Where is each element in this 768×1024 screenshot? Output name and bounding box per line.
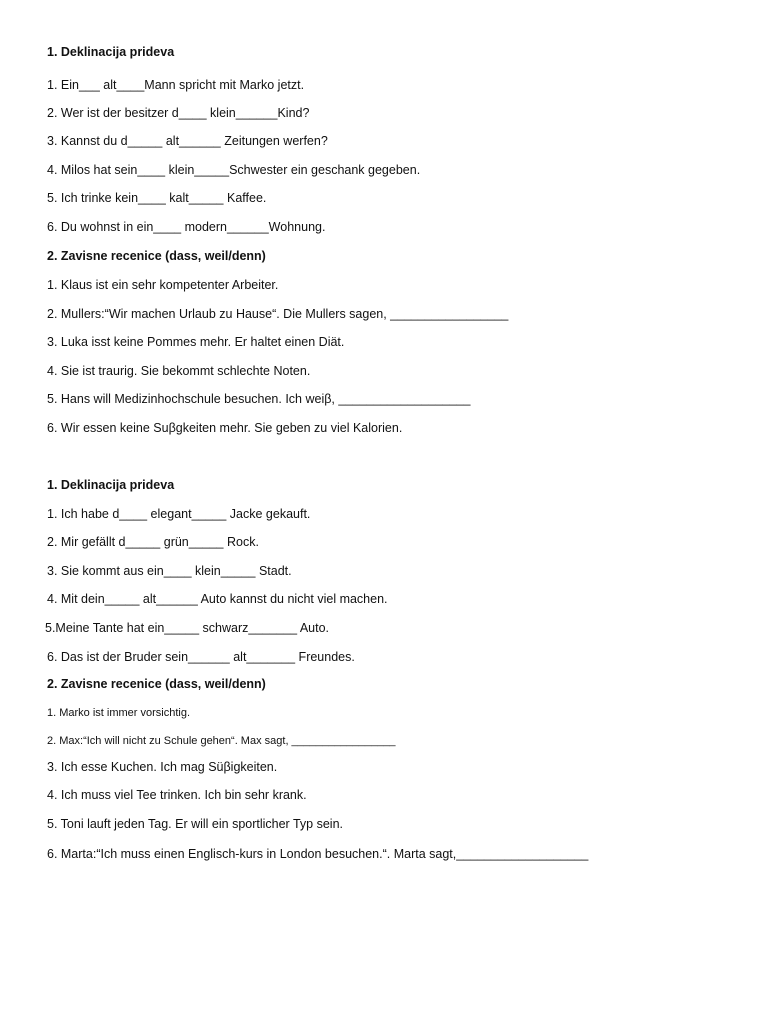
part1-section2-item-6: 6. Wir essen keine Suβgkeiten mehr. Sie geben zu viel Kalorien. [47,421,403,435]
part1-section2-item-4: 4. Sie ist traurig. Sie bekommt schlechte Noten. [47,364,311,378]
part2-section1-item-1: 1. Ich habe d____ elegant_____ Jacke gekauft. [47,507,311,521]
part2-section1-item-5: 5.Meine Tante hat ein_____ schwarz_______ Auto. [45,621,330,635]
part2-section2-item-5: 5. Toni lauft jeden Tag. Er will ein sportlicher Typ sein. [47,817,343,831]
part2-section1-item-2: 2. Mir gefällt d_____ grün_____ Rock. [47,535,259,549]
part1-section1-title: 1. Deklinacija prideva [47,45,175,59]
part1-section2-item-5: 5. Hans will Medizinhochschule besuchen. Ich weiβ, ___________________ [47,392,471,406]
part1-section1-item-2: 2. Wer ist der besitzer d____ klein______Kind? [47,106,310,120]
part1-section1-item-4: 4. Milos hat sein____ klein_____Schwester ein geschank gegeben. [47,163,421,177]
part2-section1-item-4: 4. Mit dein_____ alt______ Auto kannst du nicht viel machen. [47,592,388,606]
part1-section2-title: 2. Zavisne recenice (dass, weil/denn) [47,249,266,263]
part2-section2-item-4: 4. Ich muss viel Tee trinken. Ich bin sehr krank. [47,788,307,802]
part1-section1-item-3: 3. Kannst du d_____ alt______ Zeitungen werfen? [47,134,328,148]
part1-section2-item-3: 3. Luka isst keine Pommes mehr. Er haltet einen Diät. [47,335,345,349]
part1-section2-item-1: 1. Klaus ist ein sehr kompetenter Arbeiter. [47,278,279,292]
part2-section2-item-2: 2. Max:“Ich will nicht zu Schule gehen“. Max sagt, _________________ [47,735,396,747]
part1-section1-item-1: 1. Ein___ alt____Mann spricht mit Marko jetzt. [47,78,305,92]
part2-section1-title: 1. Deklinacija prideva [47,478,175,492]
part2-section1-item-6: 6. Das ist der Bruder sein______ alt_______ Freundes. [47,650,355,664]
part2-section2-item-6: 6. Marta:“Ich muss einen Englisch-kurs in London besuchen.“. Marta sagt,___________________ [47,847,589,861]
part2-section2-title: 2. Zavisne recenice (dass, weil/denn) [47,677,266,691]
part1-section1-item-5: 5. Ich trinke kein____ kalt_____ Kaffee. [47,191,267,205]
part2-section1-item-3: 3. Sie kommt aus ein____ klein_____ Stadt. [47,564,292,578]
part2-section2-item-3: 3. Ich esse Kuchen. Ich mag Süβigkeiten. [47,760,278,774]
part2-section2-item-1: 1. Marko ist immer vorsichtig. [47,707,191,719]
part1-section2-item-2: 2. Mullers:“Wir machen Urlaub zu Hause“. Die Mullers sagen, _________________ [47,307,509,321]
part1-section1-item-6: 6. Du wohnst in ein____ modern______Wohnung. [47,220,326,234]
